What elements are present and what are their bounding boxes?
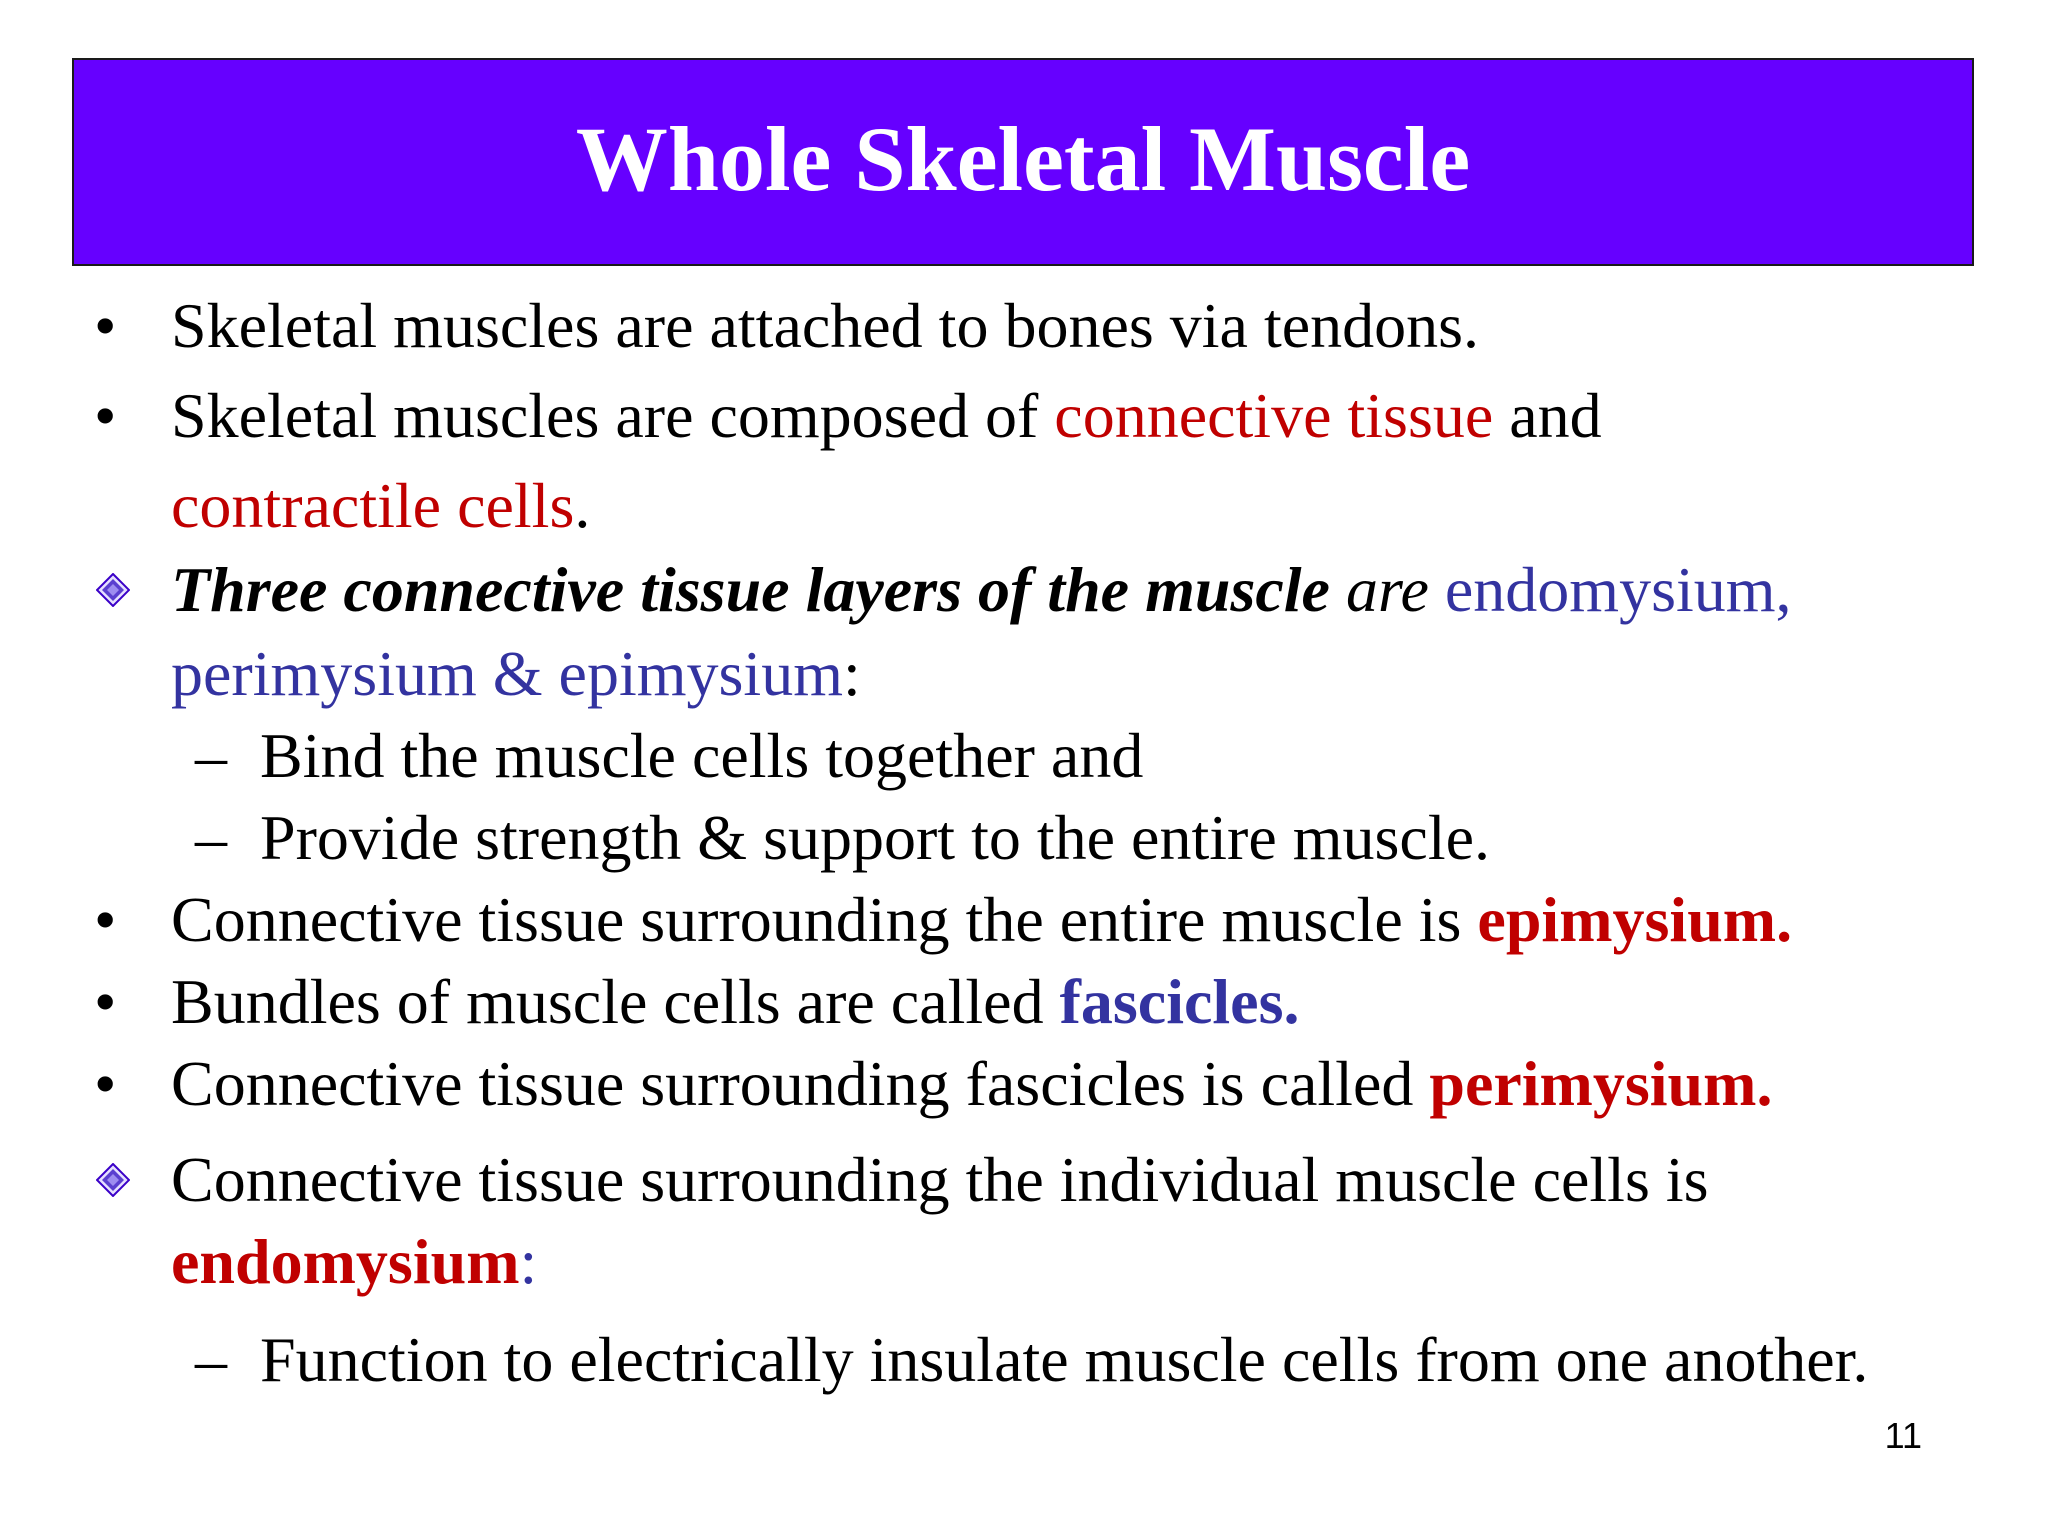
bullet-dot: • xyxy=(94,380,117,451)
emphasis-perimysium: perimysium. xyxy=(1429,1048,1773,1119)
bullet-text xyxy=(171,464,590,548)
slide-title: Whole Skeletal Muscle xyxy=(575,108,1471,210)
emphasis-perimysium-epimysium: perimysium & epimysium xyxy=(171,638,843,709)
bullet-text xyxy=(171,374,1602,458)
sub-bullet-text: Bind the muscle cells together and xyxy=(260,720,1144,791)
bullet-text: Skeletal muscles are attached to bones via tendons. xyxy=(171,290,1480,361)
emphasis-epimysium: epimysium. xyxy=(1477,884,1793,955)
sub-bullet-text: Function to electrically insulate muscle cells from one another. xyxy=(260,1324,1869,1395)
emphasis-endomysium: endomysium, xyxy=(1444,554,1792,625)
emphasis-endomysium: endomysium xyxy=(171,1226,520,1297)
text-run: Skeletal muscles are composed of xyxy=(171,380,1055,451)
emphasis-contractile-cells: contractile cells xyxy=(171,470,575,541)
emphasis-fascicles: fascicles. xyxy=(1059,966,1300,1037)
bullet-dot: • xyxy=(94,966,117,1037)
bullet-dot: • xyxy=(94,884,117,955)
bullet-text xyxy=(171,632,861,716)
text-run: and xyxy=(1493,380,1602,451)
bullet-text xyxy=(171,1220,537,1304)
bullet-text xyxy=(171,960,1299,1044)
sub-bullet-text: Provide strength & support to the entire muscle. xyxy=(260,802,1490,873)
text-run: : xyxy=(842,638,861,709)
title-bar xyxy=(72,58,1974,266)
diamond-bullet-icon xyxy=(96,573,130,607)
text-run: Three connective tissue layers of the muscle xyxy=(171,554,1330,625)
bullet-text xyxy=(171,548,1792,632)
bullet-dot: • xyxy=(94,1048,117,1119)
bullet-text xyxy=(171,1042,1772,1126)
text-run: Bundles of muscle cells are called xyxy=(171,966,1060,1037)
page-number: 11 xyxy=(1884,1415,1922,1456)
text-run: . xyxy=(574,470,591,541)
emphasis-connective-tissue: connective tissue xyxy=(1054,380,1494,451)
text-run: are xyxy=(1329,554,1445,625)
text-run: Connective tissue surrounding the entire muscle is xyxy=(171,884,1478,955)
bullet-text xyxy=(171,878,1792,962)
dash-marker: – xyxy=(195,1324,227,1395)
bullet-text: Connective tissue surrounding the individual muscle cells is xyxy=(171,1144,1709,1215)
dash-marker: – xyxy=(195,802,227,873)
dash-marker: – xyxy=(195,720,227,791)
text-run: : xyxy=(519,1226,538,1297)
diamond-bullet-icon xyxy=(96,1163,130,1197)
text-run: Connective tissue surrounding fascicles is called xyxy=(171,1048,1430,1119)
bullet-dot: • xyxy=(94,290,117,361)
